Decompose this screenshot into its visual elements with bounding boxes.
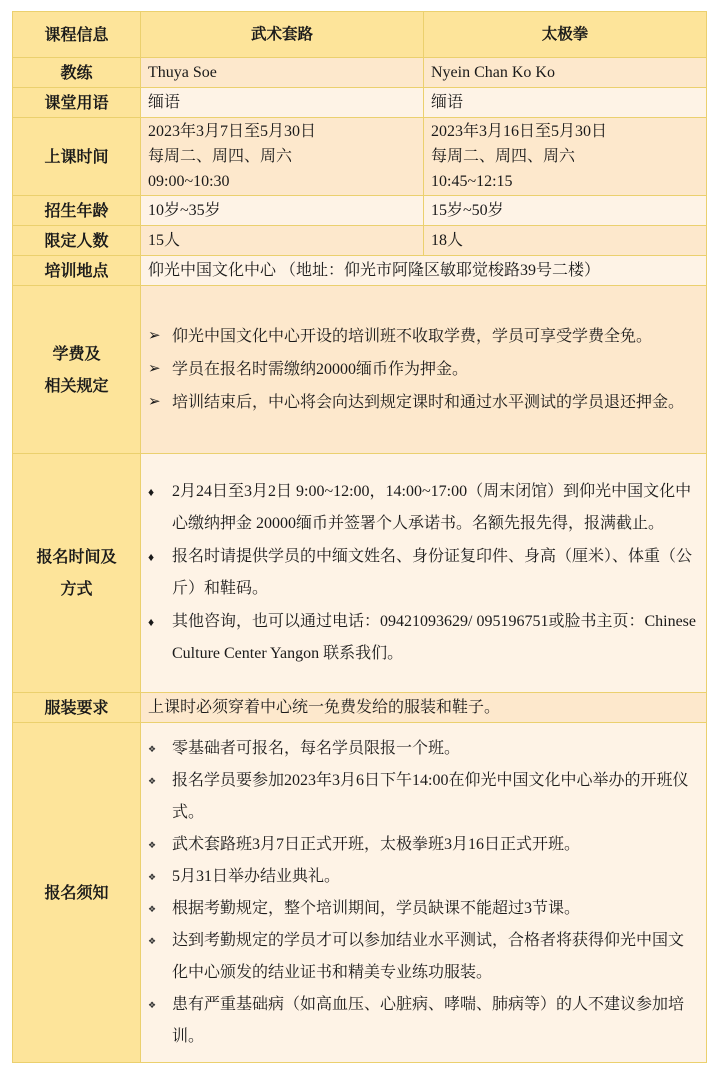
- diamond-bullet-icon: ♦: [148, 484, 155, 499]
- label-registration: [13, 454, 141, 693]
- small-diamond-bullet-icon: ❖: [148, 871, 157, 882]
- diamond-bullet-icon: ♦: [148, 549, 155, 564]
- registration-item-text: 报名时请提供学员的中缅文姓名、身份证复印件、身高（厘米）、体重（公斤）和鞋码。: [172, 547, 693, 597]
- diamond-bullet-icon: ♦: [148, 614, 155, 629]
- row-attire: [13, 693, 707, 723]
- row-registration: [13, 454, 707, 693]
- schedule-wushu-days: 每周二、周四、周六: [148, 148, 293, 165]
- label-schedule: 上课时间: [13, 118, 141, 196]
- small-diamond-bullet-icon: ❖: [148, 775, 157, 786]
- course-info-table: [12, 11, 707, 1063]
- fees-item-text: 仰光中国文化中心开设的培训班不收取学费，学员可享受学费全免。: [172, 328, 653, 345]
- row-age: [13, 196, 707, 226]
- fees-content: [141, 286, 707, 454]
- row-schedule: [13, 118, 707, 196]
- row-fees: [13, 286, 707, 454]
- row-language: [13, 88, 707, 118]
- header-label: 课程信息: [13, 12, 141, 58]
- age-taiji: 15岁~50岁: [424, 196, 707, 226]
- row-capacity: [13, 226, 707, 256]
- notes-item-text: 根据考勤规定，整个培训期间，学员缺课不能超过3节课。: [172, 899, 581, 917]
- header-wushu: 武术套路: [141, 12, 424, 58]
- schedule-wushu-dates: 2023年3月7日至5月30日: [148, 123, 317, 140]
- header-taiji: 太极拳: [424, 12, 707, 58]
- fees-item-text: 学员在报名时需缴纳20000缅币作为押金。: [172, 361, 469, 378]
- list-item: [148, 765, 699, 829]
- list-item: [148, 829, 699, 861]
- fees-item-text: 培训结束后，中心将会向达到规定课时和通过水平测试的学员退还押金。: [172, 394, 685, 411]
- arrow-bullet-icon: ➢: [148, 328, 161, 344]
- registration-item-text: 2月24日至3月2日 9:00~12:00，14:00~17:00（周末闭馆）到仰光中国文化中心缴纳押金 20000缅币并签署个人承诺书。名额先报先得，报满截止。: [172, 482, 692, 532]
- small-diamond-bullet-icon: ❖: [148, 743, 157, 754]
- attire-value: 上课时必须穿着中心统一免费发给的服装和鞋子。: [141, 693, 707, 723]
- schedule-wushu: [141, 118, 424, 196]
- row-location: [13, 256, 707, 286]
- schedule-taiji: [424, 118, 707, 196]
- label-notes: 报名须知: [13, 723, 141, 1063]
- notes-item-text: 达到考勤规定的学员才可以参加结业水平测试，合格者将获得仰光中国文化中心颁发的结业证书和精美专业练功服装。: [172, 931, 685, 981]
- notes-item-text: 报名学员要参加2023年3月6日下午14:00在仰光中国文化中心举办的开班仪式。: [172, 771, 689, 821]
- small-diamond-bullet-icon: ❖: [148, 999, 157, 1010]
- schedule-wushu-time: 09:00~10:30: [148, 173, 230, 190]
- notes-item-text: 患有严重基础病（如高血压、心脏病、哮喘、肺病等）的人不建议参加培训。: [172, 995, 685, 1045]
- capacity-wushu: 15人: [141, 226, 424, 256]
- registration-list: [148, 476, 699, 671]
- fees-list: [148, 320, 699, 419]
- label-fees: [13, 286, 141, 454]
- list-item: [148, 386, 699, 419]
- small-diamond-bullet-icon: ❖: [148, 839, 157, 850]
- row-coach: [13, 58, 707, 88]
- list-item: [148, 353, 699, 386]
- small-diamond-bullet-icon: ❖: [148, 935, 157, 946]
- coach-taiji: Nyein Chan Ko Ko: [424, 58, 707, 88]
- label-capacity: 限定人数: [13, 226, 141, 256]
- notes-item-text: 零基础者可报名，每名学员限报一个班。: [172, 739, 461, 757]
- list-item: [148, 733, 699, 765]
- notes-list: [148, 733, 699, 1053]
- coach-wushu: Thuya Soe: [141, 58, 424, 88]
- label-registration-line2: 方式: [60, 579, 93, 598]
- list-item: [148, 606, 699, 671]
- location-value: 仰光中国文化中心 （地址：仰光市阿隆区敏耶觉梭路39号二楼）: [141, 256, 707, 286]
- notes-content: [141, 723, 707, 1063]
- list-item: [148, 476, 699, 541]
- list-item: [148, 925, 699, 989]
- list-item: [148, 861, 699, 893]
- notes-item-text: 武术套路班3月7日正式开班，太极拳班3月16日正式开班。: [172, 835, 581, 853]
- label-fees-line1: 学费及: [52, 343, 101, 363]
- registration-item-text: 其他咨询，也可以通过电话：09421093629/ 095196751或脸书主页：Chinese Culture Center Yangon 联系我们。: [172, 612, 696, 662]
- registration-content: [141, 454, 707, 693]
- label-registration-line1: 报名时间及: [36, 547, 117, 566]
- list-item: [148, 893, 699, 925]
- arrow-bullet-icon: ➢: [148, 394, 161, 410]
- notes-item-text: 5月31日举办结业典礼。: [172, 867, 341, 885]
- label-coach: 教练: [13, 58, 141, 88]
- list-item: [148, 541, 699, 606]
- label-fees-line2: 相关规定: [44, 375, 109, 395]
- capacity-taiji: 18人: [424, 226, 707, 256]
- label-attire: 服装要求: [13, 693, 141, 723]
- language-taiji: 缅语: [424, 88, 707, 118]
- schedule-taiji-time: 10:45~12:15: [431, 173, 513, 190]
- list-item: [148, 989, 699, 1053]
- schedule-taiji-days: 每周二、周四、周六: [431, 148, 576, 165]
- language-wushu: 缅语: [141, 88, 424, 118]
- label-language: 课堂用语: [13, 88, 141, 118]
- label-age: 招生年龄: [13, 196, 141, 226]
- schedule-taiji-dates: 2023年3月16日至5月30日: [431, 123, 608, 140]
- list-item: [148, 320, 699, 353]
- small-diamond-bullet-icon: ❖: [148, 903, 157, 914]
- table-header-row: [13, 12, 707, 58]
- row-notes: [13, 723, 707, 1063]
- arrow-bullet-icon: ➢: [148, 361, 161, 377]
- age-wushu: 10岁~35岁: [141, 196, 424, 226]
- label-location: 培训地点: [13, 256, 141, 286]
